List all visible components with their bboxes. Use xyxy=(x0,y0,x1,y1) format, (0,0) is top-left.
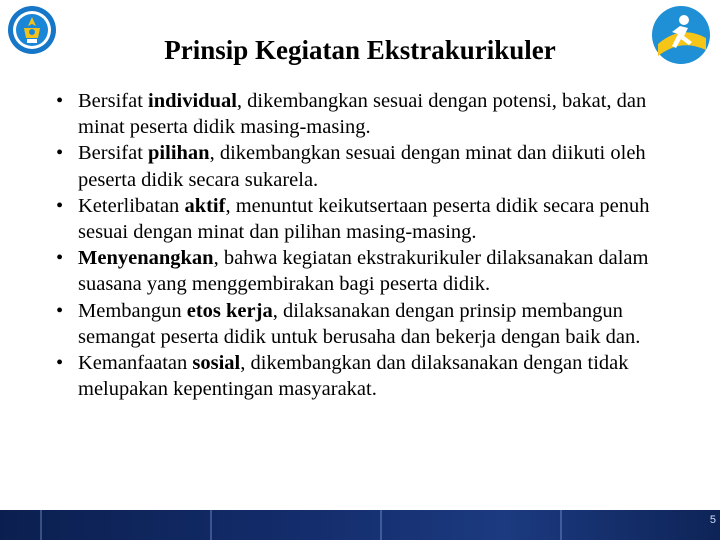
bullet-text-prefix: Bersifat xyxy=(78,90,149,112)
bullet-text-rest: , dilaksanakan dengan prinsip membangun semangat peserta didik untuk berusaha dan bekerja dengan baik dan. xyxy=(78,299,641,348)
bullet-marker: • xyxy=(56,299,64,322)
bullet-marker: • xyxy=(56,142,64,165)
bullet-text-rest: , bahwa kegiatan ekstrakurikuler dilaksanakan dalam suasana yang menggembirakan bagi peserta didik. xyxy=(78,247,649,296)
list-item xyxy=(56,88,686,140)
bullet-text-prefix: Kemanfaatan xyxy=(78,352,193,375)
bullet-text-prefix: Bersifat xyxy=(78,142,149,165)
bullet-keyword: aktif xyxy=(184,194,226,217)
list-item xyxy=(56,298,686,350)
list-item xyxy=(56,245,686,297)
footer-stripe xyxy=(210,510,212,540)
principles-list xyxy=(56,88,686,402)
slide-title: Prinsip Kegiatan Ekstrakurikuler xyxy=(164,35,556,65)
bullet-text-rest: , dikembangkan dan dilaksanakan dengan tidak melupakan kepentingan masyarakat. xyxy=(78,352,629,401)
footer-bar xyxy=(0,510,720,540)
list-item xyxy=(56,140,686,192)
bullet-text-prefix: Keterlibatan xyxy=(78,194,185,217)
footer-stripe xyxy=(40,510,42,540)
footer-stripe xyxy=(380,510,382,540)
bullet-keyword: sosial xyxy=(192,352,241,375)
bullet-marker: • xyxy=(56,352,64,375)
bullet-text-rest: , menuntut keikutsertaan peserta didik secara penuh sesuai dengan minat dan pilihan masing-masing. xyxy=(78,194,650,244)
footer-stripe xyxy=(560,510,562,540)
bullet-marker: • xyxy=(56,90,64,112)
bullet-keyword: pilihan xyxy=(148,142,210,165)
bullet-keyword: etos kerja xyxy=(186,299,273,322)
bullet-marker: • xyxy=(56,247,64,270)
bullet-keyword: individual xyxy=(148,90,237,112)
bullet-text-rest: , dikembangkan sesuai dengan minat dan diikuti oleh peserta didik secara sukarela. xyxy=(78,142,646,191)
page-number: 5 xyxy=(709,514,716,526)
list-item xyxy=(56,350,686,402)
bullet-keyword: Menyenangkan xyxy=(78,247,214,270)
bullet-text-prefix: Membangun xyxy=(78,299,187,322)
bullet-text-rest: , dikembangkan sesuai dengan potensi, bakat, dan minat peserta didik masing-masing. xyxy=(78,90,647,139)
list-item xyxy=(56,193,686,245)
bullet-marker: • xyxy=(56,194,64,217)
